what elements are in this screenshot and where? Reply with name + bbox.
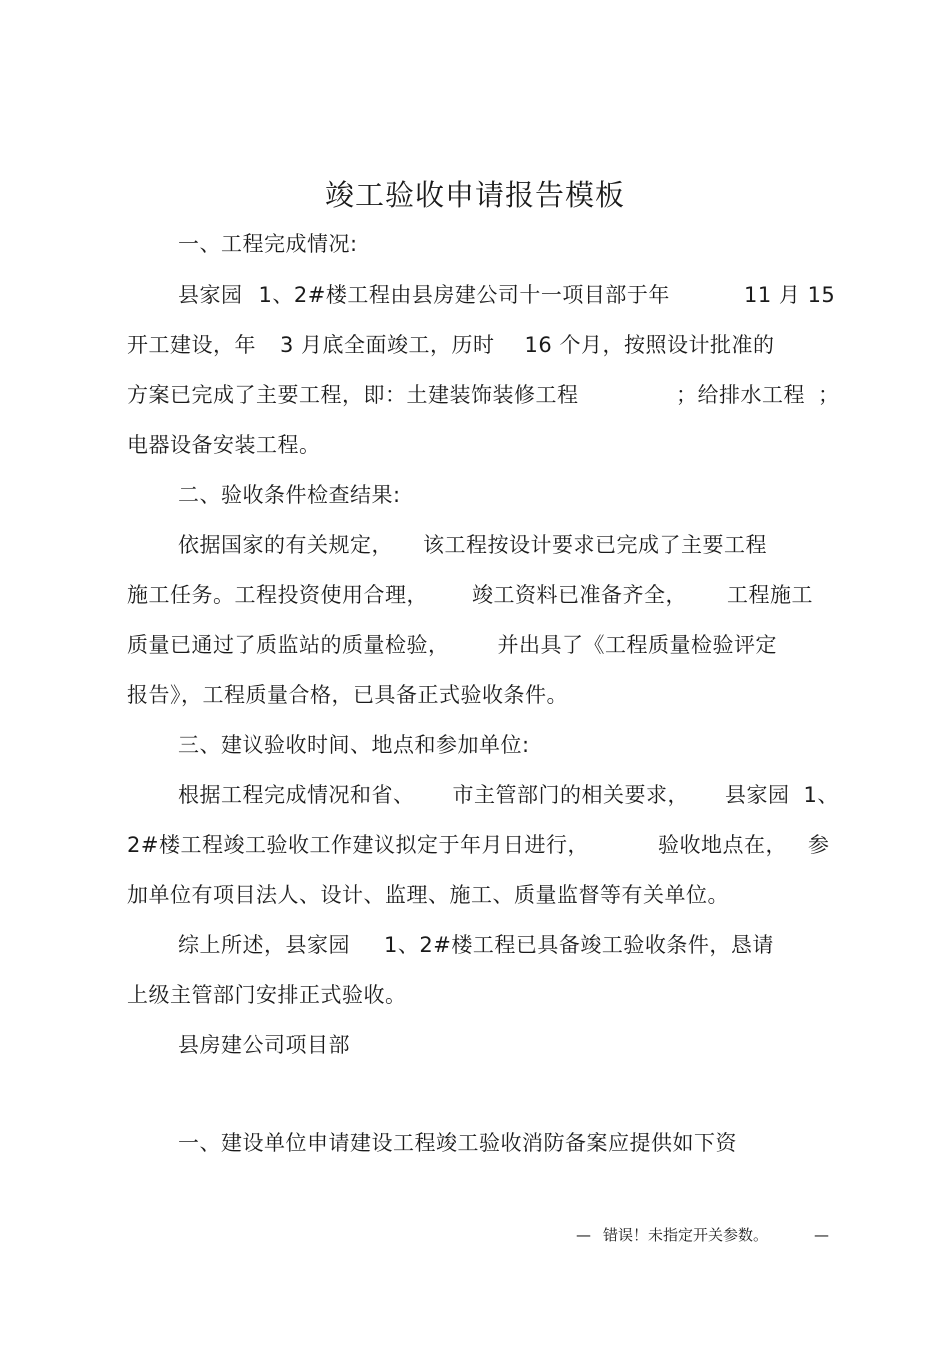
text-run: 工程施工 xyxy=(727,583,813,607)
paragraph-line: 上级主管部门安排正式验收。 xyxy=(127,983,407,1007)
paragraph-line xyxy=(127,381,579,409)
text-run: 县家园 xyxy=(178,283,243,307)
paragraph-line xyxy=(127,331,774,359)
paragraph-line xyxy=(127,631,777,659)
footer-text: 错误！未指定开关参数。 xyxy=(603,1226,769,1244)
footer-dash-right: — xyxy=(814,1226,829,1244)
text-run: 开工建设，年 xyxy=(127,333,256,357)
footer-dash-left: — xyxy=(576,1226,591,1244)
text-run: 竣工资料已准备齐全， xyxy=(472,583,687,607)
text-run: 参 xyxy=(808,833,830,857)
page-footer xyxy=(576,1224,829,1246)
appendix-heading: 一、建设单位申请建设工程竣工验收消防备案应提供如下资 xyxy=(178,1131,737,1155)
paragraph-line xyxy=(178,281,670,309)
page-title: 竣工验收申请报告模板 xyxy=(324,178,625,212)
paragraph-line: 报告》，工程质量合格，已具备正式验收条件。 xyxy=(127,683,568,707)
paragraph-line: 加单位有项目法人、设计、监理、施工、质量监督等有关单位。 xyxy=(127,883,729,907)
text-run: 县家园 xyxy=(725,783,790,807)
signature: 县房建公司项目部 xyxy=(178,1033,350,1057)
text-run: ； xyxy=(818,383,840,407)
paragraph-line xyxy=(127,581,813,609)
text-run: 该工程按设计要求已完成了主要工程 xyxy=(423,533,767,557)
text-run: 根据工程完成情况和省、 xyxy=(178,783,415,807)
text-run: 质量已通过了质监站的质量检验， xyxy=(127,633,450,657)
text-run: 1、2#楼工程已具备竣工验收条件，恳请 xyxy=(384,933,774,957)
text-run: 方案已完成了主要工程，即：土建装饰装修工程 xyxy=(127,383,579,407)
section-2-heading: 二、验收条件检查结果: xyxy=(178,483,401,507)
paragraph-line xyxy=(127,831,589,859)
text-run: 16 个月，按照设计批准的 xyxy=(524,333,775,357)
text-run: 依据国家的有关规定， xyxy=(178,533,393,557)
paragraph-line: 电器设备安装工程。 xyxy=(127,433,321,457)
text-run: 并出具了《工程质量检验评定 xyxy=(497,633,777,657)
text-run: 市主管部门的相关要求， xyxy=(452,783,689,807)
paragraph-line xyxy=(178,531,767,559)
text-run: 1、2#楼工程由县房建公司十一项目部于年 xyxy=(258,283,670,307)
section-1-heading: 一、工程完成情况: xyxy=(178,232,358,256)
paragraph-line xyxy=(178,931,774,959)
section-3-heading: 三、建议验收时间、地点和参加单位: xyxy=(178,733,530,757)
text-run: 1、 xyxy=(803,783,839,807)
text-run: 3 月底全面竣工，历时 xyxy=(280,333,495,357)
paragraph-line xyxy=(178,781,839,809)
text-run: ；给排水工程 xyxy=(676,383,805,407)
text-run: 2#楼工程竣工验收工作建议拟定于年月日进行， xyxy=(127,833,589,857)
text-run: 综上所述，县家园 xyxy=(178,933,350,957)
text-run: 验收地点在， xyxy=(658,833,787,857)
text-run: 施工任务。工程投资使用合理， xyxy=(127,583,428,607)
text-run: 11 月 15 xyxy=(744,283,836,307)
